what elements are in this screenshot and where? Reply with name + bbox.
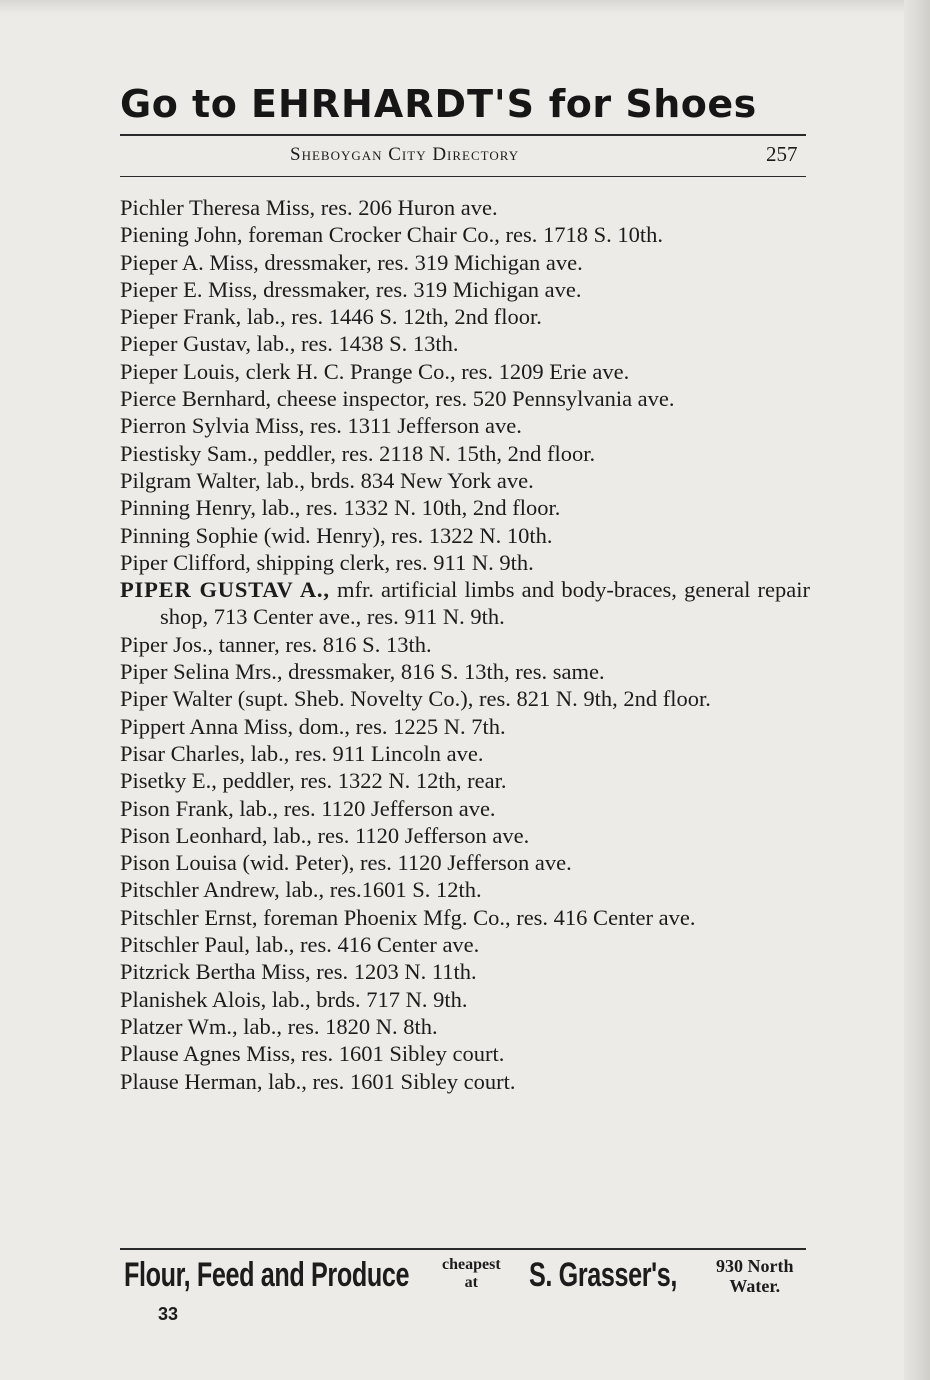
directory-entry: Pitschler Andrew, lab., res.1601 S. 12th. <box>120 877 482 903</box>
directory-entry: Pitschler Ernst, foreman Phoenix Mfg. Co., res. 416 Center ave. <box>120 904 696 930</box>
directory-entry: Plause Herman, lab., res. 1601 Sibley court. <box>120 1068 516 1094</box>
header-ad-suffix: for Shoes <box>535 82 757 126</box>
directory-entry: Piestisky Sam., peddler, res. 2118 N. 15th, 2nd floor. <box>120 440 596 466</box>
running-title: Sheboygan City Directory <box>290 144 520 165</box>
directory-entry: Piper Walter (supt. Sheb. Novelty Co.), res. 821 N. 9th, 2nd floor. <box>120 686 711 712</box>
directory-entry: Pison Frank, lab., res. 1120 Jefferson ave. <box>120 795 496 821</box>
footer-ad-cheapest <box>442 1256 501 1292</box>
header-rule-top <box>120 134 806 136</box>
directory-entry: Pieper Louis, clerk H. C. Prange Co., res. 1209 Erie ave. <box>120 358 630 384</box>
directory-entry: Pichler Theresa Miss, res. 206 Huron ave. <box>120 195 498 220</box>
footer-ad-address <box>716 1256 794 1296</box>
directory-entry: Pinning Sophie (wid. Henry), res. 1322 N. 10th. <box>120 522 553 548</box>
header-advertisement <box>120 82 806 126</box>
footer-rule <box>120 1248 806 1250</box>
page-edge-top <box>0 0 930 14</box>
directory-entry: Piening John, foreman Crocker Chair Co., res. 1718 S. 10th. <box>120 222 664 248</box>
featured-entry-details: mfr. artificial limbs and body-braces, general repair shop, 713 Center ave., res. 911 N. 9th. <box>160 577 810 630</box>
directory-entry: Piper Jos., tanner, res. 816 S. 13th. <box>120 631 432 657</box>
directory-entry: Pitschler Paul, lab., res. 416 Center ave. <box>120 932 480 958</box>
header-ad-brand: EHRHARDT'S <box>251 82 535 126</box>
directory-entry: Planishek Alois, lab., brds. 717 N. 9th. <box>120 986 468 1012</box>
footer-ad-cheapest-line2: at <box>464 1274 478 1291</box>
footer-ad-cheapest-line1: cheapest <box>442 1256 501 1273</box>
footer-ad-main: Flour, Feed and Produce <box>124 1256 410 1294</box>
directory-entries <box>120 194 810 1095</box>
directory-entry: Pieper Gustav, lab., res. 1438 S. 13th. <box>120 331 459 357</box>
page-edge-right <box>904 0 930 1380</box>
directory-entry: Pippert Anna Miss, dom., res. 1225 N. 7th. <box>120 713 506 739</box>
directory-entry: Pitzrick Bertha Miss, res. 1203 N. 11th. <box>120 959 477 985</box>
directory-entry: Pison Leonhard, lab., res. 1120 Jefferson ave. <box>120 822 530 848</box>
signature-mark: 33 <box>158 1304 179 1324</box>
directory-entry: Pisetky E., peddler, res. 1322 N. 12th, rear. <box>120 768 507 794</box>
footer-ad-store: S. Grasser's, <box>529 1256 678 1294</box>
directory-entry: Pierron Sylvia Miss, res. 1311 Jefferson ave. <box>120 413 522 439</box>
directory-entry: Pisar Charles, lab., res. 911 Lincoln ave. <box>120 740 484 766</box>
footer-advertisement <box>124 1254 814 1304</box>
directory-entry: Platzer Wm., lab., res. 1820 N. 8th. <box>120 1013 438 1039</box>
directory-entry: Plause Agnes Miss, res. 1601 Sibley court. <box>120 1041 505 1067</box>
directory-entry-featured <box>120 576 810 631</box>
page-number: 257 <box>766 142 798 166</box>
directory-entry: Pilgram Walter, lab., brds. 834 New York ave. <box>120 467 534 493</box>
directory-entry: Piper Clifford, shipping clerk, res. 911 N. 9th. <box>120 549 534 575</box>
footer-ad-address-line1: 930 North <box>716 1256 794 1276</box>
directory-entry: Pieper A. Miss, dressmaker, res. 319 Michigan ave. <box>120 249 583 275</box>
directory-entry: Pieper Frank, lab., res. 1446 S. 12th, 2nd floor. <box>120 304 542 330</box>
header-rule-bottom <box>120 176 806 177</box>
directory-entry: Pierce Bernhard, cheese inspector, res. 520 Pennsylvania ave. <box>120 386 675 412</box>
directory-entry: Pinning Henry, lab., res. 1332 N. 10th, 2nd floor. <box>120 495 561 521</box>
header-ad-prefix: Go to <box>120 82 252 126</box>
directory-entry: Pieper E. Miss, dressmaker, res. 319 Michigan ave. <box>120 276 582 302</box>
directory-entry: Piper Selina Mrs., dressmaker, 816 S. 13th, res. same. <box>120 659 605 685</box>
directory-entry: Pison Louisa (wid. Peter), res. 1120 Jefferson ave. <box>120 850 572 876</box>
footer-ad-address-line2: Water. <box>729 1276 781 1296</box>
featured-entry-name: PIPER GUSTAV A., <box>120 577 330 603</box>
